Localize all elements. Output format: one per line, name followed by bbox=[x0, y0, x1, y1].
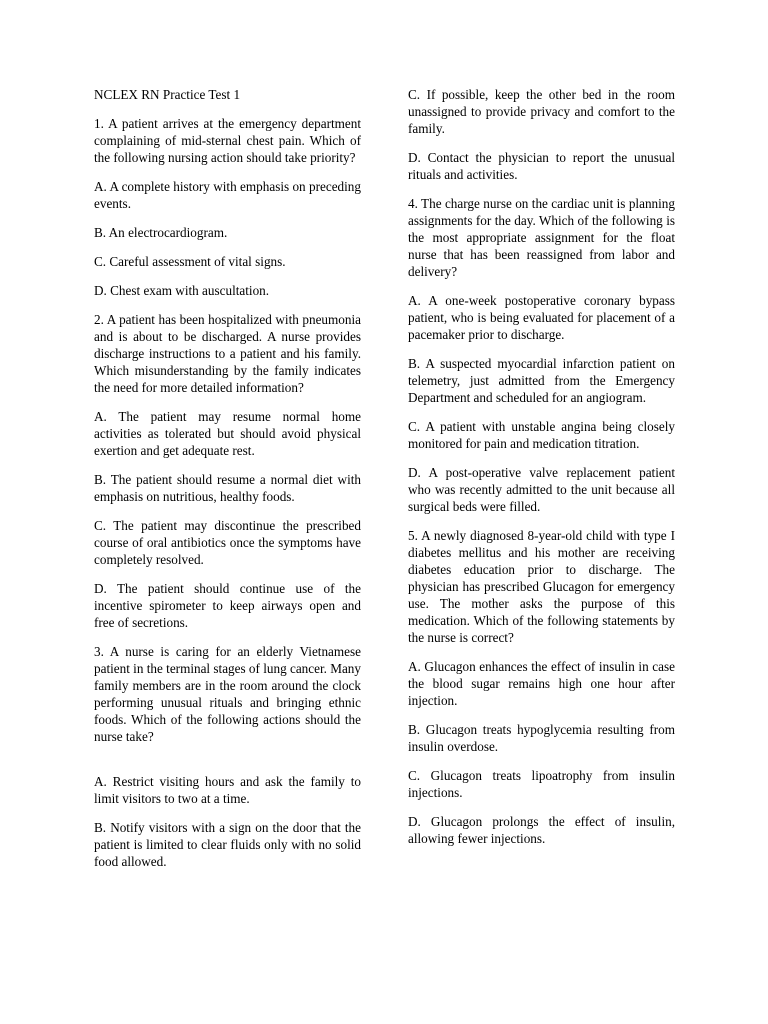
left-column bbox=[94, 86, 361, 882]
question-4-option-b: B. A suspected myocardial infarction patient on telemetry, just admitted from the Emergency Department and scheduled for an angiogram. bbox=[408, 356, 675, 405]
question-2: 2. A patient has been hospitalized with pneumonia and is about to be discharged. A nurse provides discharge instructions to a patient and his family. Which misunderstanding by the family indicates the need for more detailed information? bbox=[94, 312, 361, 395]
question-5-option-c: C. Glucagon treats lipoatrophy from insulin injections. bbox=[408, 768, 675, 800]
question-1-option-a: A. A complete history with emphasis on preceding events. bbox=[94, 179, 361, 211]
question-2-option-d: D. The patient should continue use of the incentive spirometer to keep airways open and free of secretions. bbox=[94, 581, 361, 630]
question-4-option-c: C. A patient with unstable angina being closely monitored for pain and medication titration. bbox=[408, 419, 675, 451]
question-3-option-c: C. If possible, keep the other bed in the room unassigned to provide privacy and comfort to the family. bbox=[408, 87, 675, 136]
question-1-option-d: D. Chest exam with auscultation. bbox=[94, 283, 270, 298]
question-3-option-b: B. Notify visitors with a sign on the door that the patient is limited to clear fluids only with no solid food allowed. bbox=[94, 820, 361, 869]
question-1-option-b: B. An electrocardiogram. bbox=[94, 225, 228, 240]
question-3-option-a: A. Restrict visiting hours and ask the family to limit visitors to two at a time. bbox=[94, 774, 361, 806]
question-5-option-b: B. Glucagon treats hypoglycemia resulting from insulin overdose. bbox=[408, 722, 675, 754]
question-3: 3. A nurse is caring for an elderly Vietnamese patient in the terminal stages of lung cancer. Many family members are in the room around the clock performing unusual rituals and bringing ethnic foods. Which of the following actions should the nurse take? bbox=[94, 644, 361, 744]
question-2-option-c: C. The patient may discontinue the prescribed course of oral antibiotics once the symptoms have completely resolved. bbox=[94, 518, 361, 567]
question-4-option-d: D. A post-operative valve replacement patient who was recently admitted to the unit because all surgical beds were filled. bbox=[408, 465, 675, 514]
right-column bbox=[408, 86, 675, 859]
question-2-option-b: B. The patient should resume a normal diet with emphasis on nutritious, healthy foods. bbox=[94, 472, 361, 504]
question-1: 1. A patient arrives at the emergency department complaining of mid-sternal chest pain. Which of the following nursing action should take priority? bbox=[94, 116, 361, 165]
question-5-option-a: A. Glucagon enhances the effect of insulin in case the blood sugar remains high one hour after injection. bbox=[408, 659, 675, 708]
question-5-option-d: D. Glucagon prolongs the effect of insulin, allowing fewer injections. bbox=[408, 814, 675, 846]
document-title: NCLEX RN Practice Test 1 bbox=[94, 87, 241, 102]
question-1-option-c: C. Careful assessment of vital signs. bbox=[94, 254, 286, 269]
question-4: 4. The charge nurse on the cardiac unit is planning assignments for the day. Which of the following is the most appropriate assignment for the float nurse that has been reassigned from labor and delivery? bbox=[408, 196, 675, 279]
question-2-option-a: A. The patient may resume normal home activities as tolerated but should avoid physical exertion and get adequate rest. bbox=[94, 409, 361, 458]
question-5: 5. A newly diagnosed 8-year-old child with type I diabetes mellitus and his mother are receiving diabetes education prior to discharge. The physician has prescribed Glucagon for emergency use. The mother asks the purpose of this medication. Which of the following statements by the nurse is correct? bbox=[408, 528, 675, 645]
question-4-option-a: A. A one-week postoperative coronary bypass patient, who is being evaluated for placement of a pacemaker prior to discharge. bbox=[408, 293, 675, 342]
question-3-option-d: D. Contact the physician to report the unusual rituals and activities. bbox=[408, 150, 675, 182]
